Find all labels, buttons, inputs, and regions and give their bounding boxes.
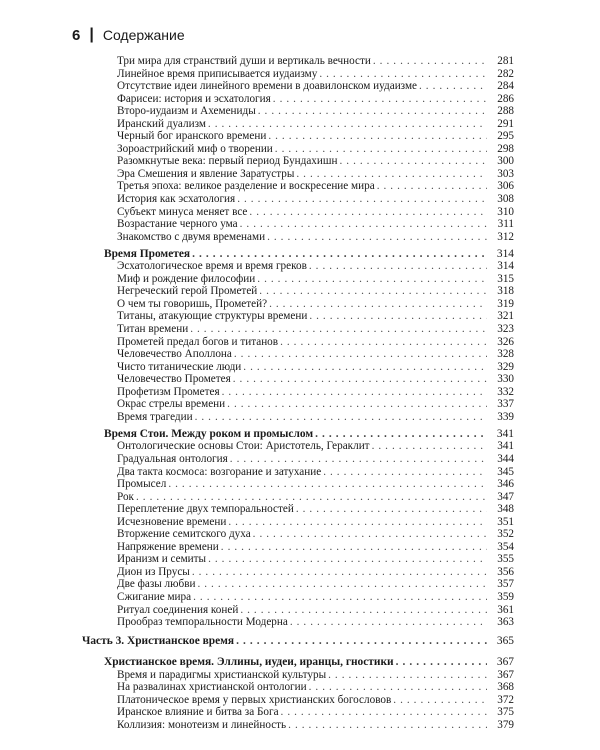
dot-leader xyxy=(240,218,487,231)
toc-entry-page: 286 xyxy=(497,92,514,105)
toc-entry-page: 329 xyxy=(497,360,514,373)
toc-entry xyxy=(0,553,600,566)
toc-entry xyxy=(0,681,600,694)
dot-leader xyxy=(259,285,487,298)
dot-leader xyxy=(315,428,487,441)
dot-leader xyxy=(222,386,487,399)
toc-entry xyxy=(0,180,600,193)
toc-entry-title: История как эсхатология xyxy=(117,193,236,206)
dot-leader xyxy=(168,478,487,491)
dot-leader xyxy=(136,491,487,504)
running-header xyxy=(72,25,185,45)
toc-entry xyxy=(0,706,600,719)
dot-leader xyxy=(208,553,487,566)
toc-entry-page: 351 xyxy=(497,515,514,528)
dot-leader xyxy=(280,336,487,349)
toc-entry xyxy=(0,118,600,131)
toc-chapter xyxy=(0,656,600,669)
toc-entry xyxy=(0,398,600,411)
toc-entry xyxy=(0,453,600,466)
dot-leader xyxy=(288,719,487,732)
toc-entry-title: Прометей предал богов и титанов xyxy=(117,335,279,348)
toc-entry-page: 284 xyxy=(497,80,514,93)
toc-entry-title: Вторжение семитского духа xyxy=(117,528,251,541)
dot-leader xyxy=(281,706,487,719)
dot-leader xyxy=(190,323,487,336)
dot-leader xyxy=(323,466,487,479)
toc-entry-title: Переплетение двух темпоральностей xyxy=(117,503,294,516)
toc-entry-page: 281 xyxy=(497,55,514,67)
toc-entry-page: 379 xyxy=(497,718,514,731)
toc-entry xyxy=(0,491,600,504)
toc-entry-title: Миф и рождение философии xyxy=(117,272,256,285)
toc-entry-page: 355 xyxy=(497,553,514,566)
dot-leader xyxy=(195,411,487,424)
toc-entry-title: Исчезновение времени xyxy=(117,515,227,528)
toc-entry xyxy=(0,541,600,554)
toc-entry-page: 348 xyxy=(497,503,514,516)
dot-leader xyxy=(233,373,487,386)
table-of-contents xyxy=(0,55,600,731)
toc-entry-title: Возрастание черного ума xyxy=(117,218,238,231)
toc-entry-title: Дион из Прусы xyxy=(117,565,190,578)
toc-entry-title: Отсутствие идеи линейного времени в доавилонском иудаизме xyxy=(117,80,417,93)
toc-entry-title: Ритуал соединения коней xyxy=(117,603,239,616)
toc-part xyxy=(0,635,600,648)
dot-leader xyxy=(197,578,487,591)
toc-entry-title: Субъект минуса меняет все xyxy=(117,205,248,218)
toc-entry xyxy=(0,55,600,68)
toc-entry-page: 314 xyxy=(497,260,514,273)
toc-entry-title: Профетизм Прометея xyxy=(117,385,220,398)
toc-entry-title: Окрас стрелы времени xyxy=(117,398,226,411)
dot-leader xyxy=(373,55,487,68)
toc-entry-title: Два такта космоса: возгорание и затухание xyxy=(117,465,322,478)
dot-leader xyxy=(240,604,487,617)
dot-leader xyxy=(192,566,487,579)
toc-entry xyxy=(0,68,600,81)
toc-entry-page: 295 xyxy=(497,130,514,143)
toc-entry-title: Градуальная онтология xyxy=(117,452,228,465)
toc-entry xyxy=(0,361,600,374)
dot-leader xyxy=(396,656,487,669)
dot-leader xyxy=(267,231,487,244)
toc-entry-title: Две фазы любви xyxy=(117,578,196,591)
toc-entry-title: Прообраз темпоральности Модерна xyxy=(117,616,288,629)
toc-entry-page: 318 xyxy=(497,285,514,298)
toc-entry-page: 300 xyxy=(497,155,514,168)
toc-entry xyxy=(0,143,600,156)
toc-entry-page: 330 xyxy=(497,373,514,386)
toc-entry xyxy=(0,168,600,181)
toc-entry-title: Эсхатологическое время и время греков xyxy=(117,260,307,273)
toc-entry-title: Время Стои. Между роком и промыслом xyxy=(104,427,314,440)
dot-leader xyxy=(221,541,487,554)
toc-entry-title: Разомкнутые века: первый период Бундахишн xyxy=(117,155,338,168)
toc-entry xyxy=(0,503,600,516)
toc-entry xyxy=(0,604,600,617)
toc-entry-title: Иранский дуализм xyxy=(117,117,206,130)
toc-entry-title: Титаны, атакующие структуры времени xyxy=(117,310,308,323)
dot-leader xyxy=(290,616,487,629)
toc-entry-page: 328 xyxy=(497,348,514,361)
dot-leader xyxy=(275,143,487,156)
dot-leader xyxy=(269,298,487,311)
header-title: Содержание xyxy=(102,27,185,43)
dot-leader xyxy=(273,93,487,106)
toc-entry-title: Напряжение времени xyxy=(117,540,219,553)
toc-entry-page: 365 xyxy=(496,634,514,647)
toc-entry-page: 337 xyxy=(497,398,514,411)
toc-entry-page: 375 xyxy=(497,706,514,719)
toc-chapter xyxy=(0,428,600,441)
dot-leader xyxy=(234,348,487,361)
toc-entry-title: Время и парадигмы христианской культуры xyxy=(117,668,327,681)
toc-entry xyxy=(0,386,600,399)
toc-entry-page: 308 xyxy=(497,193,514,206)
toc-entry xyxy=(0,298,600,311)
toc-entry-title: Третья эпоха: великое разделение и воскресение мира xyxy=(117,180,375,193)
toc-entry-title: Титан времени xyxy=(117,322,189,335)
dot-leader xyxy=(419,80,487,93)
dot-leader xyxy=(253,528,487,541)
dot-leader xyxy=(257,273,487,286)
toc-entry-title: Человечество Прометея xyxy=(117,373,231,386)
toc-entry-page: 311 xyxy=(497,218,514,231)
toc-entry-page: 312 xyxy=(497,230,514,243)
toc-entry-title: Черный бог иранского времени xyxy=(117,130,267,143)
toc-entry-title: Христианское время. Эллины, иудеи, иранцы, гностики xyxy=(104,656,394,669)
header-separator: | xyxy=(89,26,94,43)
toc-entry-page: 326 xyxy=(497,335,514,348)
dot-leader xyxy=(258,105,487,118)
toc-entry xyxy=(0,440,600,453)
toc-entry-title: Время трагедии xyxy=(117,410,193,423)
toc-entry xyxy=(0,669,600,682)
toc-entry xyxy=(0,323,600,336)
toc-entry xyxy=(0,616,600,629)
toc-entry-page: 346 xyxy=(497,478,514,491)
toc-entry-title: Часть 3. Христианское время xyxy=(82,634,235,647)
dot-leader xyxy=(309,681,487,694)
toc-entry-title: На развалинах христианской онтологии xyxy=(117,681,307,694)
dot-leader xyxy=(228,516,487,529)
toc-entry-title: Коллизия: монотеизм и линейность xyxy=(117,718,287,731)
toc-entry-page: 339 xyxy=(497,410,514,423)
toc-entry-title: Три мира для странствий души и вертикаль вечности xyxy=(117,55,371,67)
dot-leader xyxy=(328,669,487,682)
toc-entry-title: Эра Смешения и явление Заратустры xyxy=(117,167,295,180)
toc-entry xyxy=(0,348,600,361)
toc-entry xyxy=(0,591,600,604)
toc-entry-title: Платоническое время у первых христианских богословов xyxy=(117,693,392,706)
dot-leader xyxy=(296,168,487,181)
toc-entry-page: 357 xyxy=(497,578,514,591)
dot-leader xyxy=(340,155,488,168)
toc-entry-title: Зороастрийский миф о творении xyxy=(117,142,273,155)
toc-entry-page: 319 xyxy=(497,297,514,310)
dot-leader xyxy=(249,206,487,219)
dot-leader xyxy=(393,694,487,707)
toc-entry-page: 345 xyxy=(497,465,514,478)
dot-leader xyxy=(372,440,487,453)
toc-entry-page: 361 xyxy=(497,603,514,616)
toc-entry-page: 354 xyxy=(497,540,514,553)
toc-entry-page: 310 xyxy=(497,205,514,218)
toc-entry-page: 363 xyxy=(497,616,514,629)
toc-entry xyxy=(0,516,600,529)
toc-entry xyxy=(0,411,600,424)
toc-entry xyxy=(0,578,600,591)
toc-entry xyxy=(0,478,600,491)
toc-entry xyxy=(0,273,600,286)
dot-leader xyxy=(192,248,487,261)
dot-leader xyxy=(193,591,487,604)
toc-entry-page: 372 xyxy=(497,693,514,706)
toc-entry-page: 321 xyxy=(497,310,514,323)
toc-chapter xyxy=(0,248,600,261)
dot-leader xyxy=(237,193,487,206)
toc-entry-page: 352 xyxy=(497,528,514,541)
toc-entry-title: Второ-иудаизм и Ахемениды xyxy=(117,105,256,118)
toc-entry-title: Линейное время приписывается иудаизму xyxy=(117,67,318,80)
toc-entry xyxy=(0,80,600,93)
toc-entry xyxy=(0,105,600,118)
toc-entry-page: 341 xyxy=(496,427,514,440)
toc-entry xyxy=(0,285,600,298)
toc-entry xyxy=(0,336,600,349)
toc-entry-page: 368 xyxy=(497,681,514,694)
toc-entry-page: 356 xyxy=(497,565,514,578)
dot-leader xyxy=(377,180,487,193)
toc-entry-title: Негреческий герой Прометей xyxy=(117,285,258,298)
toc-entry-page: 341 xyxy=(497,440,514,453)
toc-entry-title: Человечество Аполлона xyxy=(117,348,232,361)
dot-leader xyxy=(230,453,487,466)
dot-leader xyxy=(296,503,487,516)
dot-leader xyxy=(268,130,487,143)
toc-entry xyxy=(0,566,600,579)
dot-leader xyxy=(208,118,487,131)
dot-leader xyxy=(243,361,487,374)
toc-entry xyxy=(0,218,600,231)
toc-entry xyxy=(0,694,600,707)
toc-entry xyxy=(0,719,600,732)
toc-entry-title: Чисто титанические люди xyxy=(117,360,242,373)
toc-entry-page: 288 xyxy=(497,105,514,118)
toc-entry-title: О чем ты говоришь, Прометей? xyxy=(117,297,268,310)
toc-entry xyxy=(0,260,600,273)
toc-entry xyxy=(0,373,600,386)
page-number: 6 xyxy=(72,26,81,44)
toc-entry xyxy=(0,206,600,219)
toc-entry-page: 367 xyxy=(497,668,514,681)
toc-entry-title: Онтологические основы Стои: Аристотель, Гераклит xyxy=(117,440,370,453)
toc-entry-title: Иранское влияние и битва за Бога xyxy=(117,706,279,719)
toc-entry-title: Фарисеи: история и эсхатология xyxy=(117,92,271,105)
toc-entry xyxy=(0,466,600,479)
toc-entry xyxy=(0,193,600,206)
toc-entry-page: 282 xyxy=(497,67,514,80)
toc-entry xyxy=(0,130,600,143)
toc-entry-title: Время Прометея xyxy=(104,247,191,260)
dot-leader xyxy=(309,260,487,273)
toc-entry xyxy=(0,231,600,244)
toc-entry-page: 359 xyxy=(497,590,514,603)
toc-entry-title: Промысел xyxy=(117,478,167,491)
toc-entry-page: 332 xyxy=(497,385,514,398)
toc-entry-page: 298 xyxy=(497,142,514,155)
dot-leader xyxy=(319,68,487,81)
toc-entry-title: Иранизм и семиты xyxy=(117,553,207,566)
toc-entry-page: 323 xyxy=(497,322,514,335)
toc-entry-page: 303 xyxy=(497,167,514,180)
toc-entry xyxy=(0,528,600,541)
toc-entry xyxy=(0,155,600,168)
toc-entry-page: 306 xyxy=(497,180,514,193)
toc-entry-page: 347 xyxy=(497,490,514,503)
toc-entry-title: Рок xyxy=(117,490,134,503)
toc-entry-page: 315 xyxy=(497,272,514,285)
toc-entry-page: 314 xyxy=(496,247,514,260)
dot-leader xyxy=(236,635,487,648)
toc-entry-title: Сжигание мира xyxy=(117,590,192,603)
toc-entry-page: 344 xyxy=(497,452,514,465)
dot-leader xyxy=(309,310,487,323)
toc-entry-page: 291 xyxy=(497,117,514,130)
toc-entry-page: 367 xyxy=(496,656,514,669)
dot-leader xyxy=(227,398,487,411)
toc-entry-title: Знакомство с двумя временами xyxy=(117,230,266,243)
toc-entry xyxy=(0,310,600,323)
toc-entry xyxy=(0,93,600,106)
